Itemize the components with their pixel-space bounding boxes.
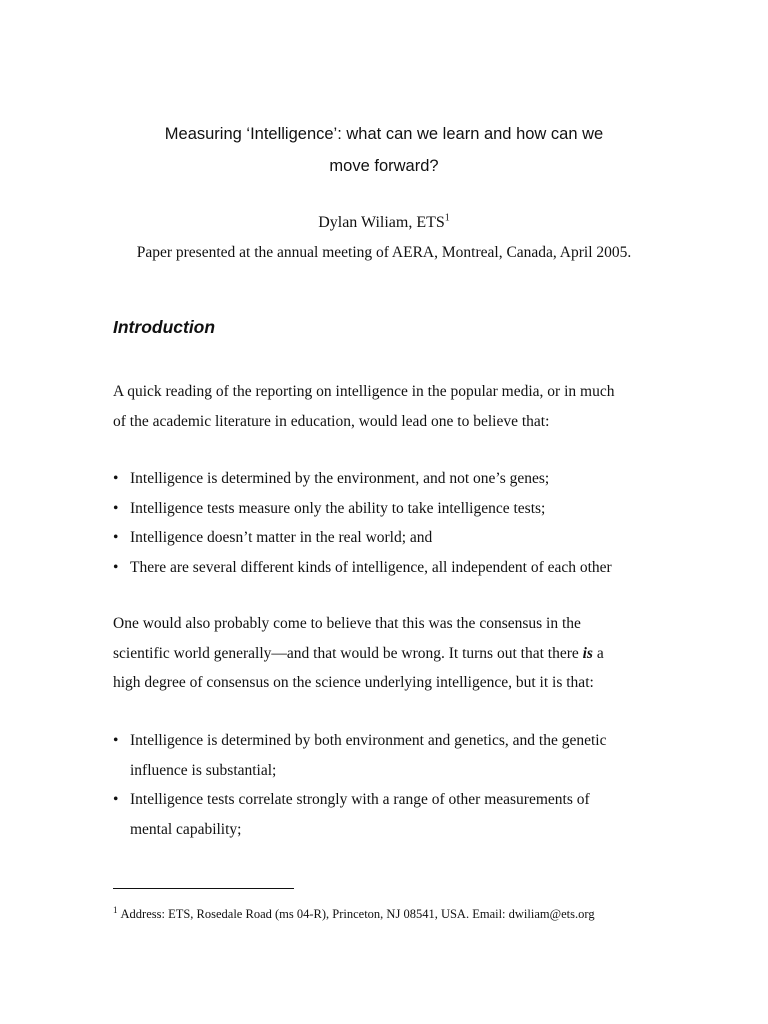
paragraph-line: high degree of consensus on the science underlying intelligence, but it is that: (113, 674, 594, 691)
paragraph-consensus (113, 609, 658, 698)
venue-line: Paper presented at the annual meeting of AERA, Montreal, Canada, April 2005. (136, 244, 632, 261)
footnote-mark: 1 (113, 904, 118, 915)
author-footnote-mark: 1 (444, 212, 450, 224)
list-item-text: Intelligence tests measure only the ability to take intelligence tests; (130, 499, 546, 517)
paper-title (100, 118, 668, 182)
paragraph-text: a (592, 644, 604, 662)
footnote (113, 905, 595, 923)
list-item-text: Intelligence is determined by the environment, and not one’s genes; (130, 470, 550, 487)
paper-title-line-1: Measuring ‘Intelligence’: what can we learn and how can we (164, 125, 604, 143)
emphasis-text: is (582, 644, 593, 662)
bullet-list-scientific-consensus (113, 726, 658, 844)
bullet-icon: • (113, 558, 119, 576)
bullet-icon: • (113, 470, 119, 487)
list-item-text: Intelligence tests correlate strongly with a range of other measurements of (130, 791, 590, 808)
bullet-list-popular-beliefs (113, 464, 658, 582)
list-item-text: Intelligence is determined by both environment and genetics, and the genetic (130, 732, 607, 749)
bullet-icon: • (113, 732, 119, 749)
list-item-text: There are several different kinds of intelligence, all independent of each other (130, 558, 612, 576)
list-item (113, 523, 658, 553)
paragraph-line: A quick reading of the reporting on intelligence in the popular media, or in much (113, 383, 615, 400)
list-item (113, 464, 658, 494)
list-item-text: influence is substantial; (130, 761, 277, 779)
paragraph-text: scientific world generally—and that would be wrong. It turns out that there (113, 644, 583, 662)
bullet-icon: • (113, 499, 119, 517)
paragraph-line (113, 639, 658, 669)
author-name: Dylan Wiliam, ETS (318, 214, 445, 231)
footnote-text: Address: ETS, Rosedale Road (ms 04-R), Princeton, NJ 08541, USA. Email: dwiliam@ets.org (120, 907, 595, 921)
footnote-separator (113, 888, 294, 889)
list-item (113, 553, 658, 583)
bullet-icon: • (113, 529, 119, 546)
paragraph-intro (113, 377, 658, 436)
list-item-text: Intelligence doesn’t matter in the real world; and (130, 529, 433, 546)
paper-title-line-2: move forward? (329, 157, 439, 175)
list-item (113, 785, 658, 844)
paragraph-line: One would also probably come to believe that this was the consensus in the (113, 615, 581, 632)
section-heading-introduction: Introduction (113, 317, 216, 337)
list-item (113, 494, 658, 524)
list-item-text: mental capability; (130, 820, 242, 838)
bullet-icon: • (113, 791, 119, 808)
list-item (113, 726, 658, 785)
author-line (0, 213, 768, 233)
paragraph-line: of the academic literature in education, would lead one to believe that: (113, 412, 550, 430)
